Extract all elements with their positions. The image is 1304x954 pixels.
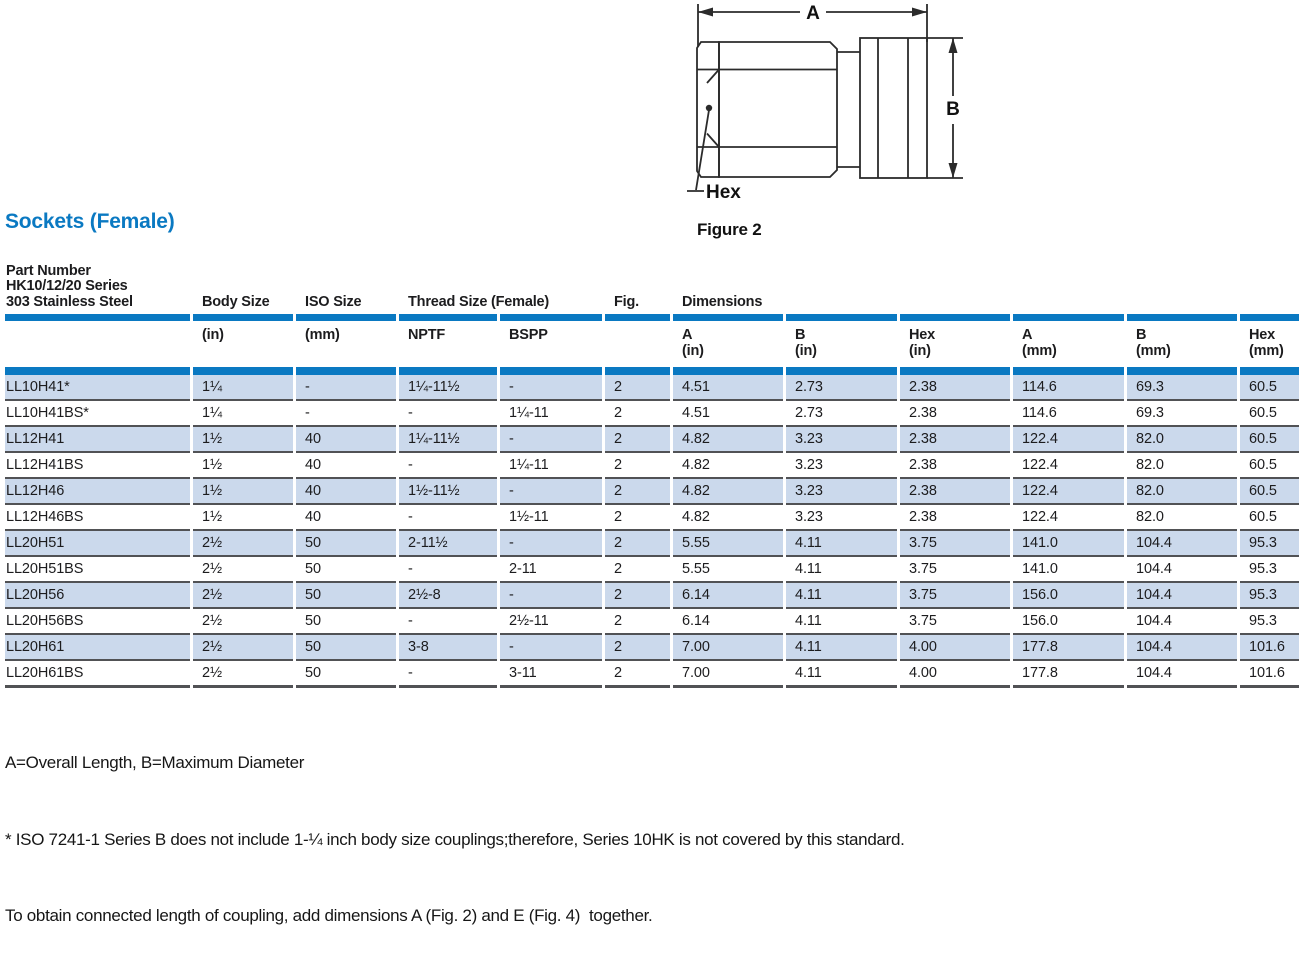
figure-caption: Figure 2 <box>697 220 762 239</box>
bar-cell-segment <box>900 314 1010 321</box>
arrowhead-a-left <box>698 8 713 17</box>
iso-size-cell: 50 <box>296 661 396 685</box>
nptf-subheader: NPTF <box>408 327 446 343</box>
bar-cell-segment <box>1240 314 1299 321</box>
b-in-cell: 3.23 <box>786 479 897 503</box>
table-sub-header-row <box>5 321 1299 367</box>
arrowhead-b-bottom <box>949 163 958 178</box>
a-mm-cell: 122.4 <box>1013 453 1124 477</box>
b-in-cell: 4.11 <box>786 557 897 581</box>
a-in-cell: 4.51 <box>673 375 783 399</box>
fig-cell: 2 <box>605 375 670 399</box>
body-size-cell: 2½ <box>193 583 293 607</box>
a-mm-cell: 156.0 <box>1013 609 1124 633</box>
part-number-cell: LL20H56 <box>5 583 190 607</box>
hex-in-cell: 2.38 <box>900 401 1010 425</box>
rule-cell-segment <box>786 685 897 688</box>
bar-cell-segment <box>500 367 602 375</box>
a-in-cell: 7.00 <box>673 635 783 659</box>
iso-size-cell: 50 <box>296 531 396 555</box>
bspp-thread-cell: - <box>500 427 602 451</box>
footnote-iso-note: * ISO 7241-1 Series B does not include 1-¼ inch body size couplings;therefore, Series 10HK is not covered by this standard. <box>5 829 905 849</box>
a-in-cell: 7.00 <box>673 661 783 685</box>
table-row <box>5 661 1299 685</box>
bar-cell-segment <box>605 314 670 321</box>
table-row <box>5 479 1299 503</box>
b-in-cell: 3.23 <box>786 427 897 451</box>
blue-divider-bar-top <box>5 314 1299 321</box>
b-mm-cell: 69.3 <box>1127 375 1237 399</box>
a-mm-cell: 122.4 <box>1013 479 1124 503</box>
a-mm-subheader: A (mm) <box>1022 327 1057 359</box>
b-mm-cell: 104.4 <box>1127 557 1237 581</box>
b-in-subheader: B (in) <box>795 327 817 359</box>
nptf-thread-cell: 3-8 <box>399 635 497 659</box>
b-in-cell: 2.73 <box>786 375 897 399</box>
iso-size-cell: 50 <box>296 635 396 659</box>
a-mm-cell: 122.4 <box>1013 505 1124 529</box>
a-in-cell: 4.82 <box>673 505 783 529</box>
empty-subheader <box>605 321 670 367</box>
hex-mm-cell: 95.3 <box>1240 583 1299 607</box>
b-mm-cell: 82.0 <box>1127 453 1237 477</box>
iso-size-cell: 40 <box>296 427 396 451</box>
part-number-cell: LL20H51BS <box>5 557 190 581</box>
nptf-thread-cell: - <box>399 453 497 477</box>
hex-in-cell: 4.00 <box>900 661 1010 685</box>
nptf-thread-cell: 2-11½ <box>399 531 497 555</box>
body-size-header: Body Size <box>202 293 270 310</box>
bspp-thread-cell: 1½-11 <box>500 505 602 529</box>
body-size-cell: 1½ <box>193 453 293 477</box>
table-group-header-row <box>5 246 1299 314</box>
table-row <box>5 401 1299 425</box>
a-in-cell: 4.82 <box>673 427 783 451</box>
nptf-thread-cell: - <box>399 401 497 425</box>
bar-cell-segment <box>1240 367 1299 375</box>
hex-mm-cell: 60.5 <box>1240 401 1299 425</box>
hex-mm-cell: 60.5 <box>1240 375 1299 399</box>
b-mm-cell: 104.4 <box>1127 635 1237 659</box>
header-line-series: HK10/12/20 Series <box>6 278 128 294</box>
table-row <box>5 505 1299 529</box>
rule-cell-segment <box>500 685 602 688</box>
table-row <box>5 557 1299 581</box>
socket-technical-drawing <box>660 0 980 208</box>
fig-cell: 2 <box>605 557 670 581</box>
fig-cell: 2 <box>605 609 670 633</box>
iso-size-cell: 50 <box>296 557 396 581</box>
arrowhead-a-right <box>912 8 927 17</box>
a-in-cell: 4.51 <box>673 401 783 425</box>
footnote-dimension-key: A=Overall Length, B=Maximum Diameter <box>5 753 305 772</box>
b-mm-cell: 82.0 <box>1127 479 1237 503</box>
bar-cell-segment <box>605 367 670 375</box>
table-row <box>5 583 1299 607</box>
dimension-a-label: A <box>806 3 820 24</box>
iso-size-cell: 40 <box>296 453 396 477</box>
blue-divider-bar-thick <box>5 367 1299 375</box>
hex-mm-subheader: Hex (mm) <box>1249 327 1284 359</box>
nptf-thread-cell: 1¼-11½ <box>399 375 497 399</box>
nptf-thread-cell: 1½-11½ <box>399 479 497 503</box>
rule-cell-segment <box>673 685 783 688</box>
a-mm-cell: 122.4 <box>1013 427 1124 451</box>
rule-cell-segment <box>193 685 293 688</box>
a-in-cell: 5.55 <box>673 557 783 581</box>
body-size-cell: 2½ <box>193 661 293 685</box>
bar-cell-segment <box>1013 367 1124 375</box>
bar-cell-segment <box>673 367 783 375</box>
fig-cell: 2 <box>605 635 670 659</box>
bspp-thread-cell: - <box>500 479 602 503</box>
hex-mm-cell: 95.3 <box>1240 609 1299 633</box>
dimensions-header: Dimensions <box>682 293 763 310</box>
body-size-cell: 1½ <box>193 479 293 503</box>
bar-cell-segment <box>673 314 783 321</box>
nptf-thread-cell: 2½-8 <box>399 583 497 607</box>
b-in-cell: 3.23 <box>786 505 897 529</box>
part-number-cell: LL20H51 <box>5 531 190 555</box>
b-mm-cell: 69.3 <box>1127 401 1237 425</box>
part-number-cell: LL20H61 <box>5 635 190 659</box>
iso-size-cell: - <box>296 401 396 425</box>
bar-cell-segment <box>900 367 1010 375</box>
nptf-thread-cell: - <box>399 609 497 633</box>
bar-cell-segment <box>500 314 602 321</box>
iso-size-cell: - <box>296 375 396 399</box>
hex-mm-cell: 60.5 <box>1240 427 1299 451</box>
hex-in-cell: 3.75 <box>900 557 1010 581</box>
b-mm-cell: 104.4 <box>1127 531 1237 555</box>
fig-cell: 2 <box>605 583 670 607</box>
table-row <box>5 635 1299 659</box>
table-row <box>5 531 1299 555</box>
bar-cell-segment <box>786 367 897 375</box>
iso-size-unit: (mm) <box>305 327 340 343</box>
iso-size-header: ISO Size <box>305 293 362 310</box>
a-mm-cell: 141.0 <box>1013 531 1124 555</box>
dimension-b-label: B <box>946 99 960 120</box>
a-in-subheader: A (in) <box>682 327 704 359</box>
b-in-cell: 4.11 <box>786 531 897 555</box>
b-mm-cell: 104.4 <box>1127 583 1237 607</box>
parts-table <box>2 246 1302 688</box>
rule-cell-segment <box>399 685 497 688</box>
b-in-cell: 3.23 <box>786 453 897 477</box>
hex-mm-cell: 101.6 <box>1240 661 1299 685</box>
bar-cell-segment <box>399 367 497 375</box>
a-mm-cell: 141.0 <box>1013 557 1124 581</box>
table-row <box>5 609 1299 633</box>
nptf-thread-cell: - <box>399 557 497 581</box>
fig-header: Fig. <box>614 293 639 310</box>
row-divider-rule <box>5 685 1299 688</box>
a-in-cell: 5.55 <box>673 531 783 555</box>
footnotes <box>5 699 1295 954</box>
bar-cell-segment <box>5 314 190 321</box>
part-number-cell: LL20H61BS <box>5 661 190 685</box>
bar-cell-segment <box>1127 367 1237 375</box>
hex-in-cell: 4.00 <box>900 635 1010 659</box>
part-number-cell: LL12H41 <box>5 427 190 451</box>
hex-in-cell: 2.38 <box>900 479 1010 503</box>
bar-cell-segment <box>193 314 293 321</box>
hex-label: Hex <box>706 182 741 203</box>
fig-cell: 2 <box>605 531 670 555</box>
rule-cell-segment <box>296 685 396 688</box>
b-in-cell: 4.11 <box>786 583 897 607</box>
body-size-cell: 1¼ <box>193 375 293 399</box>
bspp-subheader: BSPP <box>509 327 548 343</box>
page-title: Sockets (Female) <box>5 210 175 233</box>
hex-leader-line <box>696 110 709 190</box>
bar-cell-segment <box>296 314 396 321</box>
a-in-cell: 4.82 <box>673 479 783 503</box>
hex-mm-cell: 60.5 <box>1240 479 1299 503</box>
hex-mm-cell: 95.3 <box>1240 531 1299 555</box>
b-mm-cell: 82.0 <box>1127 505 1237 529</box>
hex-mm-cell: 60.5 <box>1240 505 1299 529</box>
bar-cell-segment <box>786 314 897 321</box>
bspp-thread-cell: - <box>500 635 602 659</box>
bspp-thread-cell: - <box>500 531 602 555</box>
hex-in-subheader: Hex (in) <box>909 327 936 359</box>
nptf-thread-cell: - <box>399 661 497 685</box>
bspp-thread-cell: 3-11 <box>500 661 602 685</box>
bar-cell-segment <box>1127 314 1237 321</box>
part-number-cell: LL12H46 <box>5 479 190 503</box>
bspp-thread-cell: - <box>500 583 602 607</box>
table-row <box>5 427 1299 451</box>
b-mm-subheader: B (mm) <box>1136 327 1171 359</box>
nptf-thread-cell: - <box>399 505 497 529</box>
bar-cell-segment <box>399 314 497 321</box>
rule-cell-segment <box>900 685 1010 688</box>
parts-table-wrap <box>2 246 1302 688</box>
rule-cell-segment <box>1240 685 1299 688</box>
iso-size-cell: 40 <box>296 505 396 529</box>
a-in-cell: 6.14 <box>673 609 783 633</box>
fig-cell: 2 <box>605 505 670 529</box>
bar-cell-segment <box>296 367 396 375</box>
hex-in-cell: 2.38 <box>900 375 1010 399</box>
fig-cell: 2 <box>605 661 670 685</box>
hex-in-cell: 3.75 <box>900 531 1010 555</box>
header-line-part-number: Part Number <box>6 262 91 279</box>
bar-cell-segment <box>1013 314 1124 321</box>
bspp-thread-cell: - <box>500 375 602 399</box>
bspp-thread-cell: 2-11 <box>500 557 602 581</box>
hex-mm-cell: 101.6 <box>1240 635 1299 659</box>
body-size-cell: 1½ <box>193 427 293 451</box>
part-number-header <box>5 246 190 314</box>
bspp-thread-cell: 1¼-11 <box>500 453 602 477</box>
a-mm-cell: 114.6 <box>1013 375 1124 399</box>
body-size-cell: 1½ <box>193 505 293 529</box>
part-number-cell: LL10H41BS* <box>5 401 190 425</box>
thread-size-header: Thread Size (Female) <box>408 293 550 310</box>
fig-cell: 2 <box>605 427 670 451</box>
hex-body <box>719 42 837 177</box>
b-in-cell: 2.73 <box>786 401 897 425</box>
table-row <box>5 375 1299 399</box>
iso-size-cell: 40 <box>296 479 396 503</box>
arrowhead-b-top <box>949 38 958 53</box>
body-size-unit: (in) <box>202 327 224 343</box>
hex-in-cell: 2.38 <box>900 453 1010 477</box>
sleeve <box>860 38 927 178</box>
bar-cell-segment <box>5 367 190 375</box>
footnote-connected-length: To obtain connected length of coupling, add dimensions A (Fig. 2) and E (Fig. 4) together. <box>5 906 653 925</box>
iso-size-cell: 50 <box>296 609 396 633</box>
hex-in-cell: 3.75 <box>900 583 1010 607</box>
body-size-cell: 2½ <box>193 531 293 555</box>
body-size-cell: 2½ <box>193 609 293 633</box>
hex-in-cell: 2.38 <box>900 505 1010 529</box>
part-number-cell: LL20H56BS <box>5 609 190 633</box>
b-mm-cell: 104.4 <box>1127 661 1237 685</box>
b-in-cell: 4.11 <box>786 609 897 633</box>
nptf-thread-cell: 1¼-11½ <box>399 427 497 451</box>
fig-cell: 2 <box>605 401 670 425</box>
hex-mm-cell: 95.3 <box>1240 557 1299 581</box>
fig-cell: 2 <box>605 453 670 477</box>
rule-cell-segment <box>5 685 190 688</box>
table-row <box>5 453 1299 477</box>
part-number-cell: LL12H41BS <box>5 453 190 477</box>
a-mm-cell: 114.6 <box>1013 401 1124 425</box>
hex-in-cell: 2.38 <box>900 427 1010 451</box>
body-size-cell: 2½ <box>193 557 293 581</box>
body-size-cell: 2½ <box>193 635 293 659</box>
bspp-thread-cell: 1¼-11 <box>500 401 602 425</box>
a-mm-cell: 177.8 <box>1013 635 1124 659</box>
b-in-cell: 4.11 <box>786 661 897 685</box>
b-mm-cell: 82.0 <box>1127 427 1237 451</box>
a-mm-cell: 177.8 <box>1013 661 1124 685</box>
hex-callout-dot <box>706 105 712 111</box>
b-mm-cell: 104.4 <box>1127 609 1237 633</box>
bspp-thread-cell: 2½-11 <box>500 609 602 633</box>
a-in-cell: 6.14 <box>673 583 783 607</box>
part-number-cell: LL10H41* <box>5 375 190 399</box>
header-line-material: 303 Stainless Steel <box>6 293 133 310</box>
b-in-cell: 4.11 <box>786 635 897 659</box>
rule-cell-segment <box>1127 685 1237 688</box>
fig-cell: 2 <box>605 479 670 503</box>
empty-subheader <box>5 321 190 367</box>
bar-cell-segment <box>193 367 293 375</box>
rule-cell-segment <box>1013 685 1124 688</box>
rule-cell-segment <box>605 685 670 688</box>
body-size-cell: 1¼ <box>193 401 293 425</box>
iso-size-cell: 50 <box>296 583 396 607</box>
hex-mm-cell: 60.5 <box>1240 453 1299 477</box>
a-mm-cell: 156.0 <box>1013 583 1124 607</box>
part-number-cell: LL12H46BS <box>5 505 190 529</box>
hex-in-cell: 3.75 <box>900 609 1010 633</box>
a-in-cell: 4.82 <box>673 453 783 477</box>
